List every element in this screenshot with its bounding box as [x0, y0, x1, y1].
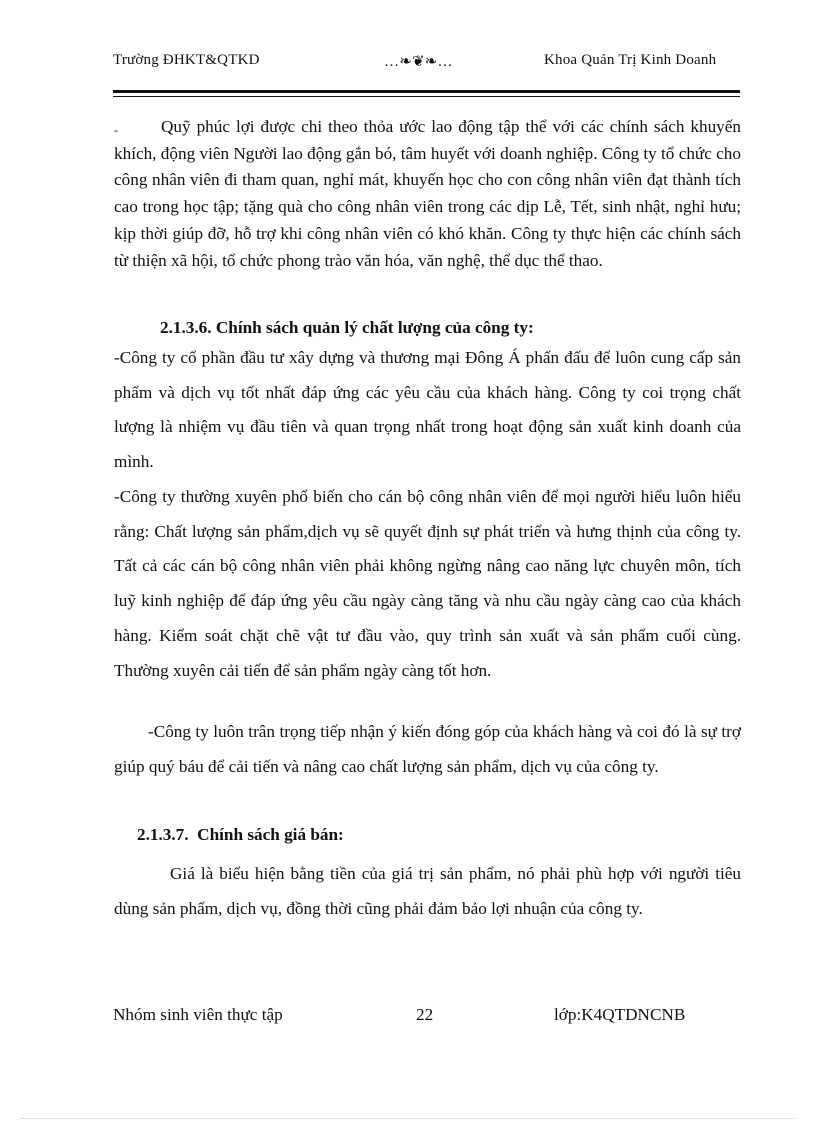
header-faculty-name: Khoa Quản Trị Kinh Doanh — [544, 52, 717, 68]
paragraph-quality-commitment: -Công ty cổ phần đầu tư xây dựng và thương mại Đông Á phấn đấu để luôn cung cấp sản phẩm và dịch vụ tốt nhất đáp ứng các yêu cầu của khách hàng. Công ty coi trọng chất lượng là nhiệm vụ đầu tiên và quan trọng nhất trong hoạt động sản xuất kinh doanh của mình. — [114, 348, 741, 472]
footer-group-name: Nhóm sinh viên thực tập — [113, 1005, 283, 1024]
paragraph-welfare-fund-text: Quỹ phúc lợi được chi theo thỏa ước lao động tập thể với các chính sách khuyến khích, động viên Người lao động gắn bó, tâm huyết với doanh nghiệp. Công ty tổ chức cho công nhân viên đi tham quan, nghỉ mát, khuyến học cho con công nhân viên đạt thành tích cao trong học tập; tặng quà cho công nhân viên trong các dịp Lễ, Tết, sinh nhật, nghỉ hưu; kịp thời giúp đỡ, hỗ trợ khi công nhân viên có khó khăn. Công ty thực hiện các chính sách từ thiện xã hội, tổ chức phong trào văn hóa, văn nghệ, thể dục thể thao. — [114, 117, 741, 270]
heading-pricing-policy: 2.1.3.7. Chính sách giá bán: — [137, 825, 344, 844]
paragraph-customer-feedback-text: -Công ty luôn trân trọng tiếp nhận ý kiến đóng góp của khách hàng và coi đó là sự trợ giúp quý báu để cải tiến và nâng cao chất lượng sản phẩm, dịch vụ của công ty. — [114, 722, 741, 776]
header-rule-thin — [113, 96, 740, 97]
header-school-name: Trường ĐHKT&QTKD — [113, 52, 260, 68]
paragraph-welfare-fund — [114, 114, 741, 274]
page-number: 22 — [416, 1005, 434, 1024]
paragraph-quality-awareness: -Công ty thường xuyên phổ biến cho cán bộ công nhân viên để mọi người hiểu luôn hiểu rằng: Chất lượng sản phẩm,dịch vụ sẽ quyết định sự phát triển và hưng thịnh của công ty. Tất cả các cán bộ công nhân viên phải không ngừng nâng cao năng lực chuyên môn, tích luỹ kinh nghiệp để đáp ứng yêu cầu ngày càng tăng và nhu cầu ngày càng cao của khách hàng. Kiểm soát chặt chẽ vật tư đầu vào, quy trình sản xuất và sản phẩm cuối cùng. Thường xuyên cải tiến để sản phẩm ngày càng tốt hơn. — [114, 487, 741, 680]
heading-quality-policy: 2.1.3.6. Chính sách quản lý chất lượng của công ty: — [160, 318, 534, 337]
paragraph-customer-feedback — [114, 715, 741, 784]
header-ornament: …❧❦❧… — [384, 54, 453, 70]
page-bottom-divider — [20, 1118, 796, 1119]
paragraph-pricing-text: Giá là biểu hiện bằng tiền của giá trị sản phẩm, nó phải phù hợp với người tiêu dùng sản phẩm, dịch vụ, đồng thời cũng phải đảm bảo lợi nhuận của công ty. — [114, 864, 741, 918]
footer-class-code: lớp:K4QTDNCNB — [554, 1005, 686, 1024]
bullet-dash: - — [114, 123, 118, 137]
paragraph-pricing — [114, 856, 741, 926]
header-rule-thick — [113, 90, 740, 93]
